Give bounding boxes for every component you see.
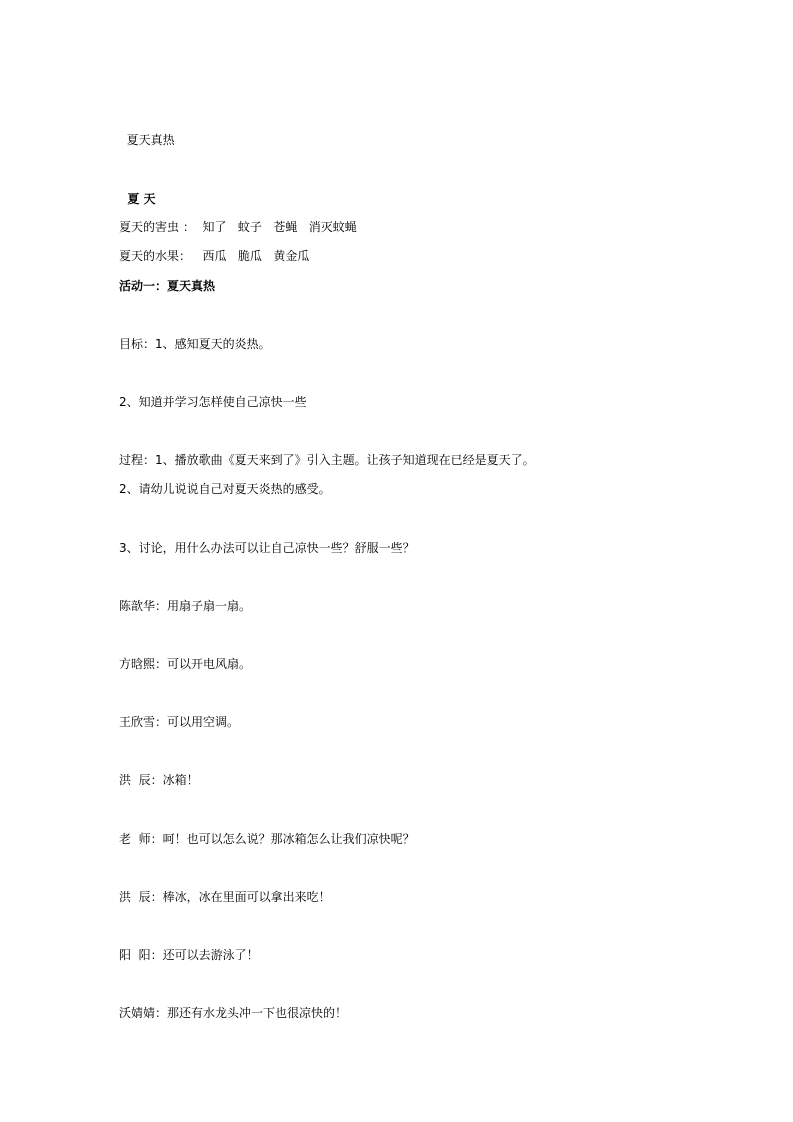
dialog-line: 老 师：呵！也可以怎么说？那冰箱怎么让我们凉快呢？ bbox=[119, 832, 415, 846]
goal-line-2: 2、知道并学习怎样使自己凉快一些 bbox=[119, 395, 307, 409]
pests-line: 夏天的害虫 ： 知了 蚊子 苍蝇 消灭蚊蝇 bbox=[119, 220, 357, 234]
doc-subheading: 夏 天 bbox=[119, 192, 156, 206]
dialog-line: 阳 阳：还可以去游泳了！ bbox=[119, 948, 259, 962]
fruits-line: 夏天的水果： 西瓜 脆瓜 黄金瓜 bbox=[119, 249, 310, 263]
dialog-line: 王欣雪：可以用空调。 bbox=[119, 715, 240, 729]
process-line-3: 3、讨论，用什么办法可以让自己凉快一些？舒服一些？ bbox=[119, 541, 415, 555]
doc-heading: 夏天真热 bbox=[119, 133, 175, 147]
dialog-line: 方晗熙：可以开电风扇。 bbox=[119, 657, 252, 671]
dialog-line: 陈歆华：用扇子扇一扇。 bbox=[119, 599, 252, 613]
dialog-line: 洪 辰：冰箱！ bbox=[119, 773, 199, 787]
process-line-2: 2、请幼儿说说自己对夏天炎热的感受。 bbox=[119, 482, 331, 496]
goal-line-1: 目标：1、感知夏天的炎热。 bbox=[119, 337, 271, 351]
dialog-line: 沃婧婧：那还有水龙头冲一下也很凉快的！ bbox=[119, 1006, 348, 1020]
process-line-1: 过程：1、播放歌曲《夏天来到了》引入主题。让孩子知道现在已经是夏天了。 bbox=[119, 453, 535, 467]
activity-title: 活动一：夏天真热 bbox=[119, 279, 216, 293]
dialog-line: 洪 辰：棒冰，冰在里面可以拿出来吃！ bbox=[119, 890, 331, 904]
